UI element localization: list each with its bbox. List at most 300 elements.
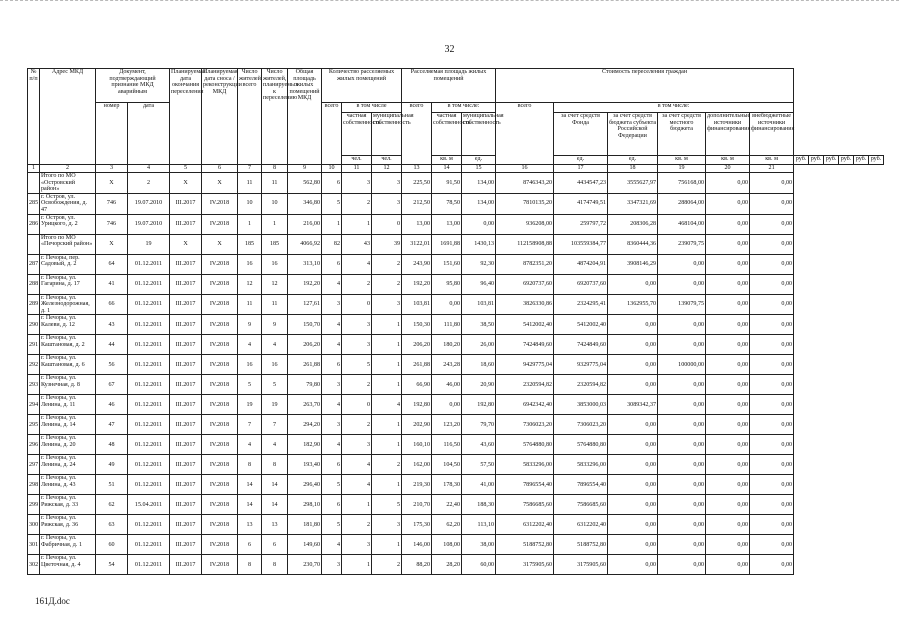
column-number-cell: 6 <box>202 165 238 173</box>
table-row <box>28 415 884 435</box>
table-cell: 0,00 <box>706 495 750 515</box>
table-cell: 185 <box>262 234 288 254</box>
table-row <box>28 455 884 475</box>
col-rooms-total-header: всего <box>322 103 342 165</box>
table-cell: 95,80 <box>432 274 462 294</box>
table-cell: 0,00 <box>750 315 794 335</box>
table-cell: 64 <box>96 254 128 274</box>
table-cell: 1362955,70 <box>608 294 658 315</box>
table-cell: III.2017 <box>170 294 202 315</box>
table-cell: 7810135,20 <box>496 193 554 214</box>
table-cell: 4 <box>322 435 342 455</box>
table-cell: 16 <box>262 254 288 274</box>
table-cell: 104,50 <box>432 455 462 475</box>
table-cell: 239079,75 <box>658 234 706 254</box>
table-cell: 13,00 <box>402 214 432 234</box>
col-offbudget-header: внебюджетные источники финансирования <box>750 113 794 156</box>
table-cell: 123,20 <box>432 415 462 435</box>
table-cell: 127,61 <box>288 294 322 315</box>
table-cell: 7306023,20 <box>554 415 608 435</box>
table-cell: 202,90 <box>402 415 432 435</box>
table-cell: 100000,00 <box>658 355 706 375</box>
table-cell: 44 <box>96 335 128 355</box>
column-number-cell: 11 <box>342 165 372 173</box>
table-cell: 0,00 <box>750 395 794 415</box>
table-cell: 0,00 <box>750 294 794 315</box>
table-cell: 180,20 <box>432 335 462 355</box>
table-cell: 79,80 <box>288 375 322 395</box>
footer-filename: 161Д.doc <box>35 596 70 606</box>
column-number-cell: 19 <box>658 165 706 173</box>
table-cell: 208306,28 <box>608 214 658 234</box>
table-cell: 936208,00 <box>496 214 554 234</box>
address-cell: Итого по МО «Островский район» <box>40 173 96 194</box>
table-cell: 285 <box>28 193 40 214</box>
col-plan-end-header: Планируемая дата окончания переселения <box>170 69 202 165</box>
table-cell: 0,00 <box>706 173 750 194</box>
table-cell: 4 <box>238 435 262 455</box>
table-cell: 243,90 <box>402 254 432 274</box>
table-cell: 0,00 <box>608 555 658 575</box>
table-cell: 12 <box>238 274 262 294</box>
table-cell: 5833296,00 <box>496 455 554 475</box>
table-cell: 139079,75 <box>658 294 706 315</box>
table-cell: 0,00 <box>750 535 794 555</box>
column-number-cell: 1 <box>28 165 40 173</box>
table-cell: X <box>96 173 128 194</box>
table-cell: 6942342,40 <box>496 395 554 415</box>
table-cell: 56 <box>96 355 128 375</box>
table-cell: 219,30 <box>402 475 432 495</box>
col-document-header: Документ, подтверждающий признание МКД аварийным <box>96 69 170 103</box>
table-row <box>28 214 884 234</box>
table-cell: 4 <box>342 475 372 495</box>
table-cell: 14 <box>238 495 262 515</box>
table-cell: 5188752,80 <box>496 535 554 555</box>
unit-cell: кв. м <box>658 156 706 165</box>
unit-cell: чел. <box>342 156 372 165</box>
table-cell: III.2017 <box>170 315 202 335</box>
table-cell: 0,00 <box>750 495 794 515</box>
table-cell: 3 <box>342 173 372 194</box>
table-cell: 12 <box>262 274 288 294</box>
table-cell: 4 <box>372 395 402 415</box>
table-cell: 7896554,40 <box>554 475 608 495</box>
table-cell: IV.2018 <box>202 254 238 274</box>
table-cell: 14 <box>238 475 262 495</box>
table-cell: 8 <box>238 555 262 575</box>
table-cell: III.2017 <box>170 535 202 555</box>
table-cell: 4 <box>322 395 342 415</box>
table-cell: 0 <box>342 395 372 415</box>
table-cell: 111,80 <box>432 315 462 335</box>
table-cell: 0,00 <box>608 535 658 555</box>
table-cell: 298,10 <box>288 495 322 515</box>
table-cell: 1 <box>372 475 402 495</box>
table-cell: 8746343,20 <box>496 173 554 194</box>
table-row <box>28 173 884 194</box>
table-cell: 46 <box>96 395 128 415</box>
table-cell: 49 <box>96 455 128 475</box>
table-cell: 291 <box>28 335 40 355</box>
col-extra-header: дополнительные источники финансирования <box>706 113 750 156</box>
table-cell: 3908146,29 <box>608 254 658 274</box>
table-row <box>28 475 884 495</box>
table-cell: 5412002,40 <box>554 315 608 335</box>
address-cell: г. Печоры, ул. Ленина, д. 11 <box>40 395 96 415</box>
table-cell: 0,00 <box>658 415 706 435</box>
table-cell: IV.2018 <box>202 274 238 294</box>
table-cell: 2 <box>342 515 372 535</box>
table-cell: 3347321,69 <box>608 193 658 214</box>
table-cell: 1 <box>322 214 342 234</box>
address-cell: г. Остров, ул. Урицкого, д. 2 <box>40 214 96 234</box>
table-row <box>28 315 884 335</box>
table-cell: 9329775,04 <box>554 355 608 375</box>
table-cell: 4 <box>262 435 288 455</box>
table-cell: 7 <box>238 415 262 435</box>
table-cell: 01.12.2011 <box>128 254 170 274</box>
table-cell: 293 <box>28 375 40 395</box>
column-number-cell: 8 <box>262 165 288 173</box>
table-cell: 5412002,40 <box>496 315 554 335</box>
table-cell: 1 <box>372 355 402 375</box>
col-total-area-header: Общая площадь жилых помещений МКД <box>288 69 322 165</box>
table-cell: 9429775,04 <box>496 355 554 375</box>
table-cell: IV.2018 <box>202 535 238 555</box>
table-cell: 01.12.2011 <box>128 294 170 315</box>
table-cell: 7586685,60 <box>554 495 608 515</box>
table-cell: IV.2018 <box>202 214 238 234</box>
scan-edge <box>0 0 899 7</box>
table-cell: III.2017 <box>170 515 202 535</box>
table-cell: 3 <box>342 535 372 555</box>
table-cell: 1 <box>342 214 372 234</box>
column-number-cell: 7 <box>238 165 262 173</box>
table-cell: III.2017 <box>170 495 202 515</box>
table-cell: 13 <box>262 515 288 535</box>
table-cell: 178,30 <box>432 475 462 495</box>
table-cell: 6 <box>322 495 342 515</box>
table-cell: 243,28 <box>432 355 462 375</box>
table-cell: 185 <box>238 234 262 254</box>
col-doc-date-header: дата <box>128 103 170 165</box>
table-cell: 7306023,20 <box>496 415 554 435</box>
table-cell: 1 <box>238 214 262 234</box>
table-cell: 0,00 <box>608 375 658 395</box>
table-cell: 43 <box>342 234 372 254</box>
unit-cell: ед. <box>462 156 496 165</box>
table-cell: 6920737,60 <box>496 274 554 294</box>
table-cell: 1 <box>372 535 402 555</box>
col-cost-incl-header: в том числе: <box>554 103 794 113</box>
table-cell: 1 <box>372 435 402 455</box>
table-cell: 4 <box>342 455 372 475</box>
table-cell: 20,90 <box>462 375 496 395</box>
table-cell: 188,30 <box>462 495 496 515</box>
table-cell: 92,30 <box>462 254 496 274</box>
table-cell: 3 <box>372 294 402 315</box>
table-cell: 3 <box>322 375 342 395</box>
table-cell: 2 <box>372 555 402 575</box>
column-number-cell: 12 <box>372 165 402 173</box>
table-cell: 0,00 <box>608 435 658 455</box>
table-cell: 10 <box>238 193 262 214</box>
table-cell: 150,70 <box>288 315 322 335</box>
table-cell: 5833296,00 <box>554 455 608 475</box>
relocation-table <box>27 68 884 575</box>
table-cell: 2320594,82 <box>496 375 554 395</box>
table-cell: 468104,00 <box>658 214 706 234</box>
table-cell: III.2017 <box>170 395 202 415</box>
address-cell: Итого по МО «Печорский район» <box>40 234 96 254</box>
table-cell: 0,00 <box>608 355 658 375</box>
table-cell: 01.12.2011 <box>128 475 170 495</box>
table-cell: 01.12.2011 <box>128 415 170 435</box>
table-cell: 299 <box>28 495 40 515</box>
col-rooms-group-header: Количество расселяемых жилых помещений <box>322 69 402 103</box>
table-cell: 0,00 <box>750 435 794 455</box>
page-number: 32 <box>444 44 455 55</box>
table-cell: 0,00 <box>750 475 794 495</box>
address-cell: г. Печоры, ул. Ленина, д. 43 <box>40 475 96 495</box>
table-cell: 01.12.2011 <box>128 315 170 335</box>
table-cell: 746 <box>96 214 128 234</box>
table-cell: 9 <box>262 315 288 335</box>
table-cell: 0,00 <box>706 535 750 555</box>
table-cell: 8 <box>238 455 262 475</box>
table-cell: 0,00 <box>750 515 794 535</box>
table-cell: 0,00 <box>706 254 750 274</box>
relocation-table-sheet <box>27 68 884 575</box>
table-cell: 3 <box>342 335 372 355</box>
col-area-incl-header: в том числе: <box>432 103 496 113</box>
table-row <box>28 395 884 415</box>
table-cell: 54 <box>96 555 128 575</box>
table-cell: III.2017 <box>170 455 202 475</box>
table-cell: 0,00 <box>658 254 706 274</box>
table-cell: 3 <box>322 415 342 435</box>
address-cell: г. Печоры, ул. Рижская, д. 33 <box>40 495 96 515</box>
table-cell: IV.2018 <box>202 455 238 475</box>
table-cell: III.2017 <box>170 435 202 455</box>
table-cell: 192,80 <box>402 395 432 415</box>
table-row <box>28 335 884 355</box>
unit-cell: руб. <box>794 156 809 165</box>
table-cell: 01.12.2011 <box>128 395 170 415</box>
table-cell: 6 <box>322 355 342 375</box>
table-cell: 206,20 <box>402 335 432 355</box>
table-cell: 0 <box>342 294 372 315</box>
table-cell: 0,00 <box>706 515 750 535</box>
column-number-cell: 18 <box>608 165 658 173</box>
table-cell: 19.07.2010 <box>128 193 170 214</box>
column-number-cell: 3 <box>96 165 128 173</box>
table-cell: 96,40 <box>462 274 496 294</box>
table-cell: 746 <box>96 193 128 214</box>
table-cell: 0,00 <box>706 475 750 495</box>
table-cell: 4 <box>262 335 288 355</box>
table-cell: 60,00 <box>462 555 496 575</box>
table-cell: 19 <box>128 234 170 254</box>
table-cell: 0,00 <box>658 435 706 455</box>
col-address-header: Адрес МКД <box>40 69 96 165</box>
table-cell: 0,00 <box>658 335 706 355</box>
unit-cell: руб. <box>869 156 884 165</box>
address-cell: г. Печоры, ул. Цветочная, д. 4 <box>40 555 96 575</box>
table-cell: 4 <box>322 274 342 294</box>
table-cell: X <box>170 234 202 254</box>
table-cell: III.2017 <box>170 415 202 435</box>
table-cell: 296 <box>28 435 40 455</box>
table-cell: 0 <box>372 214 402 234</box>
table-cell: III.2017 <box>170 193 202 214</box>
table-cell: 0,00 <box>750 214 794 234</box>
table-cell: 62 <box>96 495 128 515</box>
table-cell: 13,00 <box>432 214 462 234</box>
table-cell: 0,00 <box>750 555 794 575</box>
table-cell: 301 <box>28 535 40 555</box>
table-cell: 294,20 <box>288 415 322 435</box>
table-cell: 756168,00 <box>658 173 706 194</box>
table-cell: 1 <box>372 375 402 395</box>
table-row <box>28 495 884 515</box>
table-cell: 286 <box>28 214 40 234</box>
table-cell: 3555627,97 <box>608 173 658 194</box>
col-cost-group-header: Стоимость переселения граждан <box>496 69 794 103</box>
table-cell: 8 <box>262 555 288 575</box>
table-cell: 2 <box>372 274 402 294</box>
column-number-cell: 13 <box>402 165 432 173</box>
table-cell: IV.2018 <box>202 395 238 415</box>
table-cell: 112158908,88 <box>496 234 554 254</box>
table-cell: 9 <box>238 315 262 335</box>
table-cell: 0,00 <box>608 455 658 475</box>
table-cell: 297 <box>28 455 40 475</box>
table-cell: III.2017 <box>170 555 202 575</box>
table-cell: 48 <box>96 435 128 455</box>
col-plan-demolition-header: Планируемая дата сноса / реконструкции МКД <box>202 69 238 165</box>
table-cell: 3 <box>322 555 342 575</box>
table-row <box>28 234 884 254</box>
address-cell: г. Печоры, ул. Ленина, д. 24 <box>40 455 96 475</box>
table-cell: 01.12.2011 <box>128 515 170 535</box>
table-cell: IV.2018 <box>202 315 238 335</box>
table-cell: 38,50 <box>462 315 496 335</box>
col-subject-header: за счет средств бюджета субъекта Российской Федерации <box>608 113 658 156</box>
table-cell: 18,60 <box>462 355 496 375</box>
table-cell: 175,30 <box>402 515 432 535</box>
address-cell: г. Печоры, ул. Железнодорожная, д. 1 <box>40 294 96 315</box>
table-cell: 6 <box>322 455 342 475</box>
table-cell: 3853000,03 <box>554 395 608 415</box>
table-cell: 225,50 <box>402 173 432 194</box>
address-cell: г. Печоры, ул. Фабричная, д. 1 <box>40 535 96 555</box>
table-cell: 4434547,23 <box>554 173 608 194</box>
table-cell: III.2017 <box>170 335 202 355</box>
col-residents-header: Число жителей, всего <box>238 69 262 165</box>
table-cell: 2 <box>342 415 372 435</box>
table-row <box>28 515 884 535</box>
table-cell: 302 <box>28 555 40 575</box>
table-cell: 0,00 <box>608 335 658 355</box>
table-cell: 0,00 <box>706 375 750 395</box>
table-cell: 7896554,40 <box>496 475 554 495</box>
column-number-row <box>28 165 884 173</box>
table-cell: 2 <box>342 274 372 294</box>
table-cell: 3122,01 <box>402 234 432 254</box>
table-cell: X <box>170 173 202 194</box>
table-cell: 3 <box>342 315 372 335</box>
col-rooms-incl-header: в том числе <box>342 103 402 113</box>
table-cell: 7 <box>262 415 288 435</box>
table-cell: X <box>96 234 128 254</box>
table-cell: 116,50 <box>432 435 462 455</box>
table-cell: 16 <box>262 355 288 375</box>
table-cell: 150,30 <box>402 315 432 335</box>
table-cell: 0,00 <box>658 274 706 294</box>
table-cell: IV.2018 <box>202 555 238 575</box>
table-cell: IV.2018 <box>202 375 238 395</box>
col-n-header: № п/п <box>28 69 40 165</box>
table-row <box>28 355 884 375</box>
table-cell: 7424849,60 <box>554 335 608 355</box>
table-body <box>28 165 884 575</box>
col-rooms-municipal-header: муниципальная собственность <box>372 113 402 156</box>
table-cell: 01.12.2011 <box>128 535 170 555</box>
table-cell: 01.12.2011 <box>128 274 170 294</box>
table-cell: 11 <box>262 173 288 194</box>
table-cell: 259797,72 <box>554 214 608 234</box>
table-cell: IV.2018 <box>202 435 238 455</box>
column-number-cell: 16 <box>496 165 554 173</box>
table-cell: 296,40 <box>288 475 322 495</box>
column-number-cell: 4 <box>128 165 170 173</box>
table-cell: 0,00 <box>706 294 750 315</box>
table-cell: 3 <box>372 193 402 214</box>
table-cell: 88,20 <box>402 555 432 575</box>
address-cell: г. Остров, ул. Освобождения, д. 47 <box>40 193 96 214</box>
table-cell: 0,00 <box>706 455 750 475</box>
table-cell: IV.2018 <box>202 495 238 515</box>
table-cell: IV.2018 <box>202 294 238 315</box>
table-cell: III.2017 <box>170 254 202 274</box>
table-cell: 5 <box>322 475 342 495</box>
table-cell: 300 <box>28 515 40 535</box>
table-cell: 2324295,41 <box>554 294 608 315</box>
column-number-cell: 10 <box>322 165 342 173</box>
address-cell: г. Печоры, ул. Калеви, д. 12 <box>40 315 96 335</box>
table-cell: 0,00 <box>706 274 750 294</box>
column-number-cell: 5 <box>170 165 202 173</box>
table-cell <box>28 234 40 254</box>
table-cell: 3826330,86 <box>496 294 554 315</box>
column-number-cell: 21 <box>750 165 794 173</box>
col-area-group-header: Расселяемая площадь жилых помещений <box>402 69 496 103</box>
table-cell: 0,00 <box>608 274 658 294</box>
col-local-header: за счет средств местного бюджета <box>658 113 706 156</box>
table-cell: 0,00 <box>750 274 794 294</box>
table-cell: IV.2018 <box>202 193 238 214</box>
table-cell: 2 <box>128 173 170 194</box>
table-cell: 160,10 <box>402 435 432 455</box>
table-cell: 182,90 <box>288 435 322 455</box>
table-cell: 0,00 <box>658 495 706 515</box>
table-row <box>28 555 884 575</box>
table-cell: 134,00 <box>462 193 496 214</box>
table-cell: 3175905,60 <box>496 555 554 575</box>
column-number-cell: 17 <box>554 165 608 173</box>
